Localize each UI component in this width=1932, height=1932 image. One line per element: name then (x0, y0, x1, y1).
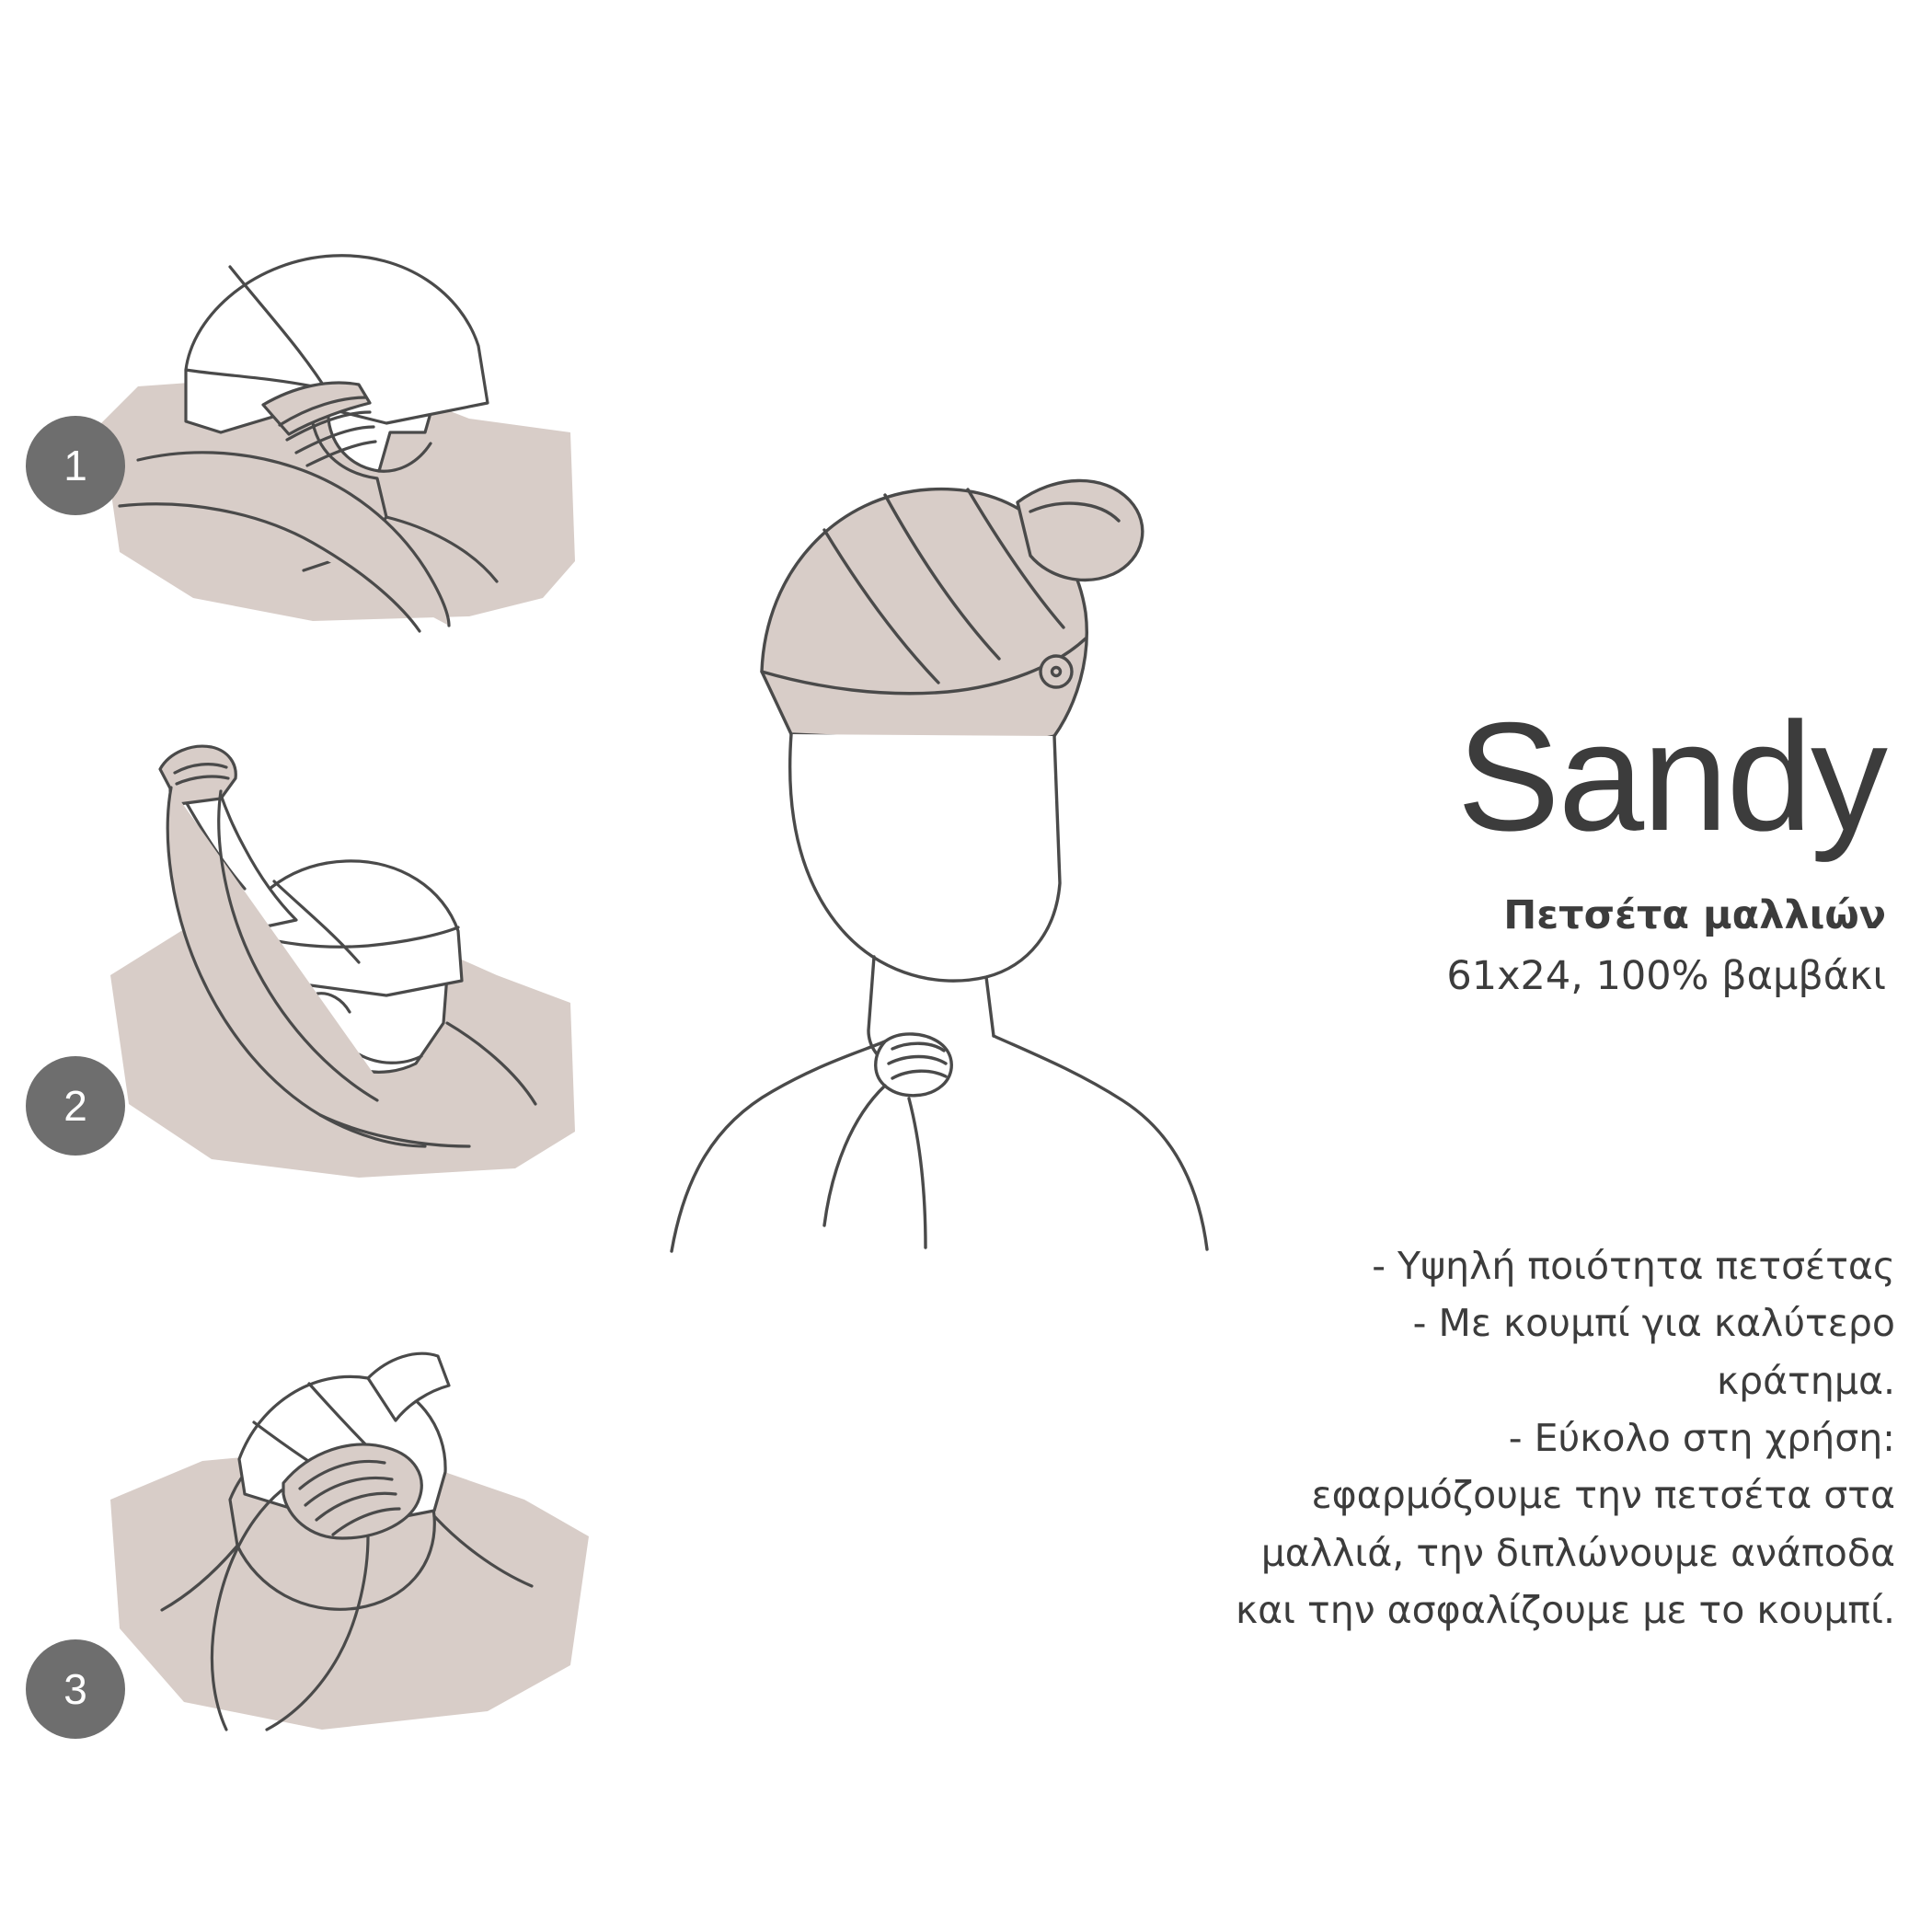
step-2-badge (26, 1056, 125, 1156)
feature-line: - Εύκολο στη χρήση: (1508, 1415, 1895, 1460)
feature-line: εφαρμόζουμε την πετσέτα στα (1311, 1473, 1895, 1518)
step-1-number: 1 (63, 442, 87, 489)
feature-line: - Υψηλή ποιότητα πετσέτας (1372, 1244, 1895, 1288)
feature-line: κράτημα. (1716, 1358, 1895, 1403)
feature-list (1086, 1237, 1895, 1639)
feature-line: και την ασφαλίζουμε με το κουμπί. (1235, 1587, 1895, 1632)
step-3-number: 3 (63, 1665, 87, 1713)
step-1-badge (26, 416, 125, 515)
brand-name: Sandy (1456, 690, 1886, 863)
brand-block (1150, 690, 1886, 999)
step-3-illustration (92, 1270, 607, 1748)
steps-column (0, 0, 644, 1932)
product-subtitle: Πετσέτα μαλλιών (1503, 892, 1886, 938)
product-dimensions: 61x24, 100% βαμβάκι (1446, 953, 1886, 999)
step-2-illustration (83, 699, 598, 1196)
step-1-illustration (83, 156, 598, 644)
step-3-badge (26, 1639, 125, 1739)
feature-line: - Με κουμπί για καλύτερο (1412, 1301, 1895, 1346)
feature-line: μαλλιά, την διπλώνουμε ανάποδα (1260, 1530, 1895, 1575)
step-2-number: 2 (63, 1082, 87, 1130)
